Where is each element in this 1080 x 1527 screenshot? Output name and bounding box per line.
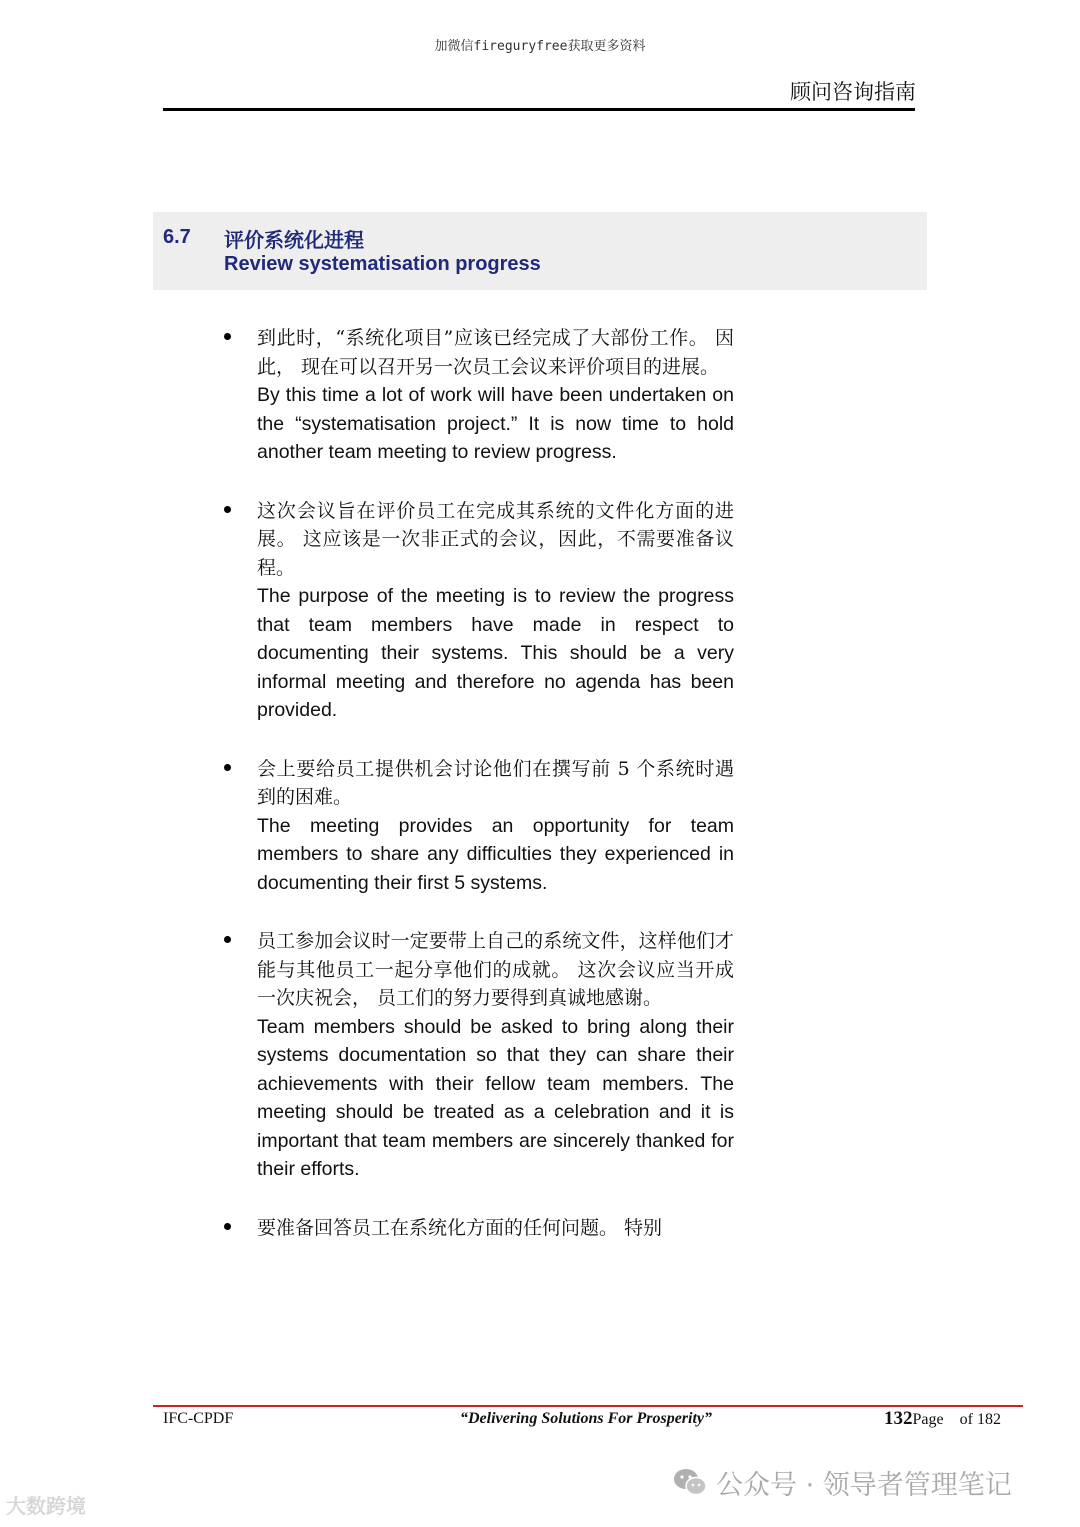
page-number: 132 [884,1408,913,1429]
bullet-dot-icon [224,936,231,943]
bullet-text-zh: 员工参加会议时一定要带上自己的系统文件，这样他们才能与其他员工一起分享他们的成就。 这次会议应当开成一次庆祝会， 员工们的努力要得到真诚地感谢。 [257,930,734,1009]
top-note: 加微信fireguryfree获取更多资料 [434,39,646,54]
corner-watermark: 大数跨境 [6,1494,86,1518]
footer-org: IFC-CPDF [163,1410,234,1427]
bullet-text-en: The purpose of the meeting is to review the progress that team members have made in respect to documenting their systems. This should be a very informal meeting and therefore no agenda has been provided. [257,585,734,721]
page-word: Page [912,1411,944,1428]
bullet-text-en: Team members should be asked to bring along their systems documentation so that they can share their achievements with their fellow team members. The meeting should be treated as a celebration and it is important that team members are sincerely thanked for their efforts. [257,1015,734,1180]
list-item [222,324,734,467]
section-title-en: Review systematisation progress [224,253,541,275]
list-item [222,755,734,898]
footer-slogan: “Delivering Solutions For Prosperity” [460,1410,713,1427]
section-number: 6.7 [163,226,191,248]
bullet-dot-icon [224,1223,231,1230]
header-divider [163,108,915,111]
list-item [222,497,734,725]
page-indicator [884,1408,1001,1430]
list-item [222,927,734,1184]
page-total: of 182 [959,1411,1001,1428]
wechat-watermark [672,1462,1012,1502]
wechat-watermark-text: 公众号 · 领导者管理笔记 [716,1469,1012,1501]
bullet-text-zh: 会上要给员工提供机会讨论他们在撰写前 5 个系统时遇到的困难。 [257,757,734,808]
bullet-text-en: The meeting provides an opportunity for team members to share any difficulties they experienced in documenting their first 5 systems. [257,814,734,894]
bullet-text-zh: 这次会议旨在评价员工在完成其系统的文件化方面的进展。 这应该是一次非正式的会议，因此，不需要准备议程。 [257,499,734,579]
footer-divider [153,1405,1023,1407]
section-title-zh: 评价系统化进程 [224,228,364,252]
bullet-dot-icon [224,764,231,771]
bullet-dot-icon [224,506,231,513]
bullet-text-zh: 要准备回答员工在系统化方面的任何问题。 特别 [257,1216,663,1239]
list-item [222,1214,734,1243]
bullet-text-zh: 到此时，“系统化项目”应该已经完成了大部份工作。 因此， 现在可以召开另一次员工会议来评价项目的进展。 [257,327,734,378]
bullet-dot-icon [224,333,231,340]
bullet-text-en: By this time a lot of work will have been undertaken on the “systematisation project.” It is now time to hold another team meeting to review progress. [257,384,734,463]
header-title: 顾问咨询指南 [790,80,916,104]
wechat-icon [672,1467,708,1497]
bullet-list [222,324,734,1272]
